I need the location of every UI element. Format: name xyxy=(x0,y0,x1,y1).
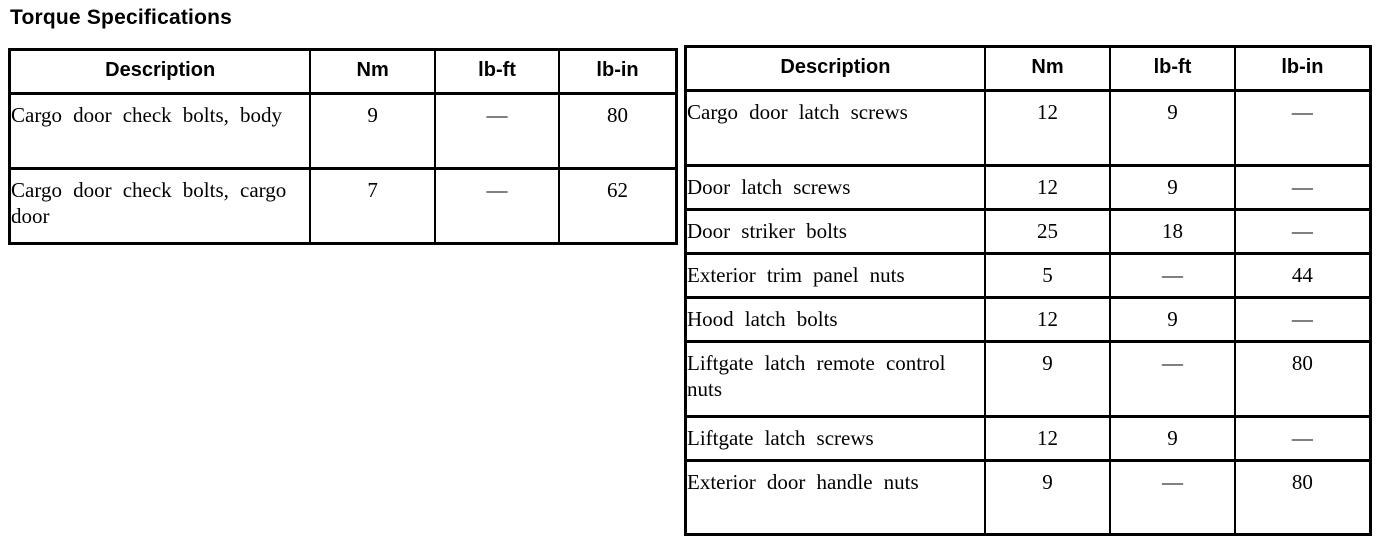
column-header-lbin: lb-in xyxy=(559,50,676,94)
cell-lbin: 80 xyxy=(1235,461,1371,535)
cell-lbin: — xyxy=(1235,210,1371,254)
column-header-nm: Nm xyxy=(310,50,435,94)
cell-lbin: — xyxy=(1235,166,1371,210)
cell-nm: 9 xyxy=(310,94,435,169)
cell-description: Exterior door handle nuts xyxy=(686,461,985,535)
table-row xyxy=(686,166,1371,210)
table-row xyxy=(686,298,1371,342)
column-header-lbft: lb-ft xyxy=(1110,47,1235,91)
cell-nm: 12 xyxy=(985,91,1110,166)
cell-description: Liftgate latch remote control nuts xyxy=(686,342,985,417)
table-row xyxy=(686,417,1371,461)
cell-lbft: — xyxy=(1110,254,1235,298)
cell-description: Cargo door check bolts, cargo door xyxy=(10,169,311,244)
cell-description: Door striker bolts xyxy=(686,210,985,254)
table-row xyxy=(10,94,677,169)
table-header-row xyxy=(686,47,1371,91)
cell-lbin: 62 xyxy=(559,169,676,244)
table-row xyxy=(686,91,1371,166)
cell-lbin: — xyxy=(1235,298,1371,342)
cell-lbft: — xyxy=(435,169,559,244)
cell-lbft: 9 xyxy=(1110,91,1235,166)
cell-nm: 12 xyxy=(985,298,1110,342)
table-row xyxy=(686,342,1371,417)
cell-nm: 12 xyxy=(985,166,1110,210)
column-header-lbft: lb-ft xyxy=(435,50,559,94)
cell-lbft: — xyxy=(1110,461,1235,535)
table-row xyxy=(686,210,1371,254)
cell-nm: 7 xyxy=(310,169,435,244)
cell-lbft: 9 xyxy=(1110,298,1235,342)
cell-lbft: 9 xyxy=(1110,417,1235,461)
cell-lbin: 80 xyxy=(559,94,676,169)
table-row xyxy=(686,461,1371,535)
cell-nm: 12 xyxy=(985,417,1110,461)
column-header-lbin: lb-in xyxy=(1235,47,1371,91)
cell-lbin: — xyxy=(1235,417,1371,461)
torque-table-left xyxy=(8,48,678,245)
cell-lbft: 9 xyxy=(1110,166,1235,210)
page-title: Torque Specifications xyxy=(10,6,233,29)
cell-lbft: — xyxy=(1110,342,1235,417)
table-row xyxy=(686,254,1371,298)
cell-nm: 25 xyxy=(985,210,1110,254)
cell-lbft: — xyxy=(435,94,559,169)
cell-lbft: 18 xyxy=(1110,210,1235,254)
cell-lbin: — xyxy=(1235,91,1371,166)
cell-description: Cargo door latch screws xyxy=(686,91,985,166)
cell-description: Hood latch bolts xyxy=(686,298,985,342)
torque-table-right xyxy=(684,45,1372,536)
cell-description: Exterior trim panel nuts xyxy=(686,254,985,298)
table-row xyxy=(10,169,677,244)
cell-nm: 9 xyxy=(985,342,1110,417)
table-header-row xyxy=(10,50,677,94)
cell-nm: 5 xyxy=(985,254,1110,298)
cell-description: Cargo door check bolts, body xyxy=(10,94,311,169)
cell-lbin: 80 xyxy=(1235,342,1371,417)
cell-nm: 9 xyxy=(985,461,1110,535)
column-header-nm: Nm xyxy=(985,47,1110,91)
cell-description: Door latch screws xyxy=(686,166,985,210)
column-header-description: Description xyxy=(10,50,311,94)
column-header-description: Description xyxy=(686,47,985,91)
cell-lbin: 44 xyxy=(1235,254,1371,298)
cell-description: Liftgate latch screws xyxy=(686,417,985,461)
